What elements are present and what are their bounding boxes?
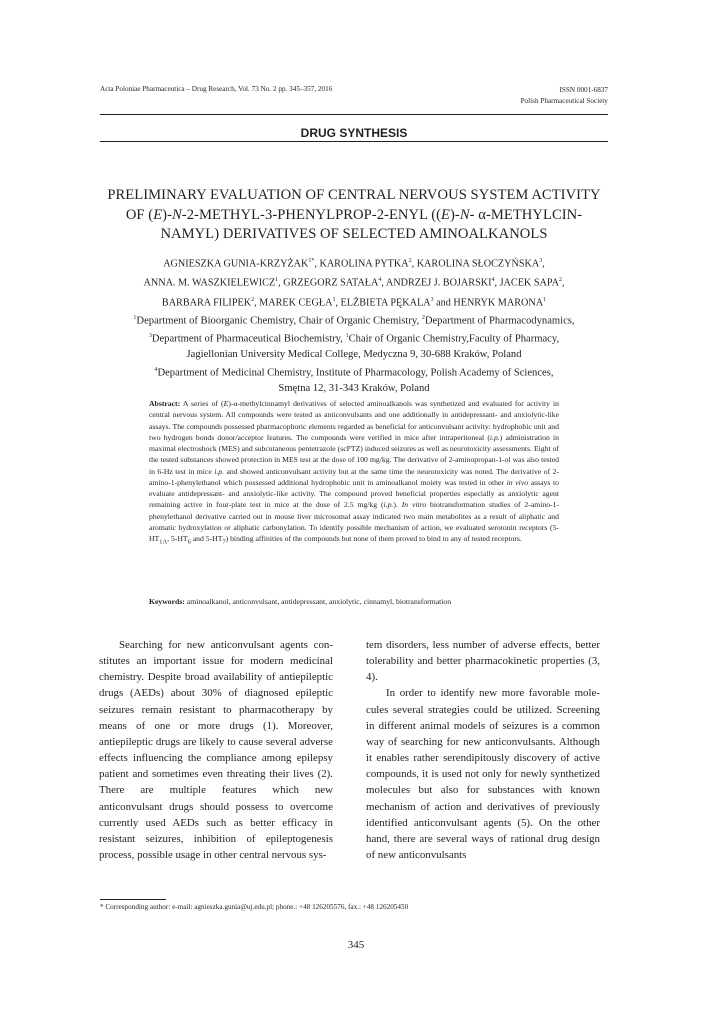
abstract-subscript: 1A [159,538,168,546]
affiliation-line [100,311,608,329]
abstract-italic: E [223,399,229,408]
affiliation-line: Smętna 12, 31-343 Kraków, Poland [278,382,430,394]
title-text: - α-METHYLCIN- [469,206,583,223]
title-italic: N [172,206,182,223]
abstract-italic: i.p. [214,466,225,476]
affiliation-text: Department of Bioorganic Chemistry, Chair of Organic Chemistry, [136,315,422,327]
abstract-text: ). [393,500,402,510]
author-affil-mark: 4 [491,277,495,284]
abstract-text: and 5-HT [190,534,223,543]
author-name: , JACEK SAPA [494,277,559,289]
author-name: , KAROLINA PYTKA [314,258,409,270]
section-rule [100,141,608,142]
abstract-text: assays to evaluate antidepressant- and anxiolytic-like activity. The compound proved beneficial properties especially as anxiolytic agent remaining active in four-plate test in mice at the dose of 2.5 mg/kg ( [149,477,559,510]
issn: ISSN 0001-6837 [559,86,608,94]
abstract-italic: i.p. [383,500,394,510]
author-name: ANNA. M. WASZKIELEWICZ [143,277,276,289]
abstract [149,398,559,548]
keywords-label: Keywords: [149,597,185,606]
title-text: -2-METHYL-3-PHENYLPROP-2-ENYL (( [181,206,442,223]
author-name: and HENRYK MARONA [433,297,544,309]
author-affil-mark: 2 [558,277,562,284]
affil-mark: 2 [421,315,425,321]
abstract-text: biotransformation studies of 2-amino-1-phenylethanol derivative carried out in mouse liver microsomal assay indicated two main metabolites as a result of aliphatic and aromatic hydroxylation or aliphatic carbonylation. To identify possible mechanism of action, we evaluated serotonin receptors (5-HT [149,500,560,543]
author-name: , KAROLINA SŁOCZYŃSKA [411,258,540,270]
abstract-text: ) administration in maximal electroshock (MES) and subcutaneous pentetrazole (scPTZ) induced seizures as well as neurotoxicity assessments. Eight of the tested substances showed protection in MES test at the dose of 100 mg/kg. The derivative of 2-aminopropan-1-ol was also tested in 6-Hz test in mice [149,432,559,476]
abstract-subscript: 6 [187,538,191,546]
article-title [100,186,608,245]
affil-mark: 4 [154,366,158,373]
footnote-rule [100,899,166,900]
abstract-text: ) binding affinities of the compounds but none of them proved to bind to any of tested receptors. [225,534,522,543]
abstract-text: A series of ( [180,399,224,408]
section-heading: DRUG SYNTHESIS [300,126,408,140]
abstract-text: , 5-HT [167,534,188,543]
affiliation-line: Jagiellonian University Medical College, Medyczna 9, 30-688 Kraków, Poland [186,349,522,361]
journal-issn-block [521,85,608,107]
society-name: Polish Pharmaceutical Society [520,97,608,105]
affiliation-line [100,329,608,347]
abstract-text: and showed anticonvulsant activity but at the same time the neurotoxicity was noted. The derivative of 2-amino-1-phenylethanol which possessed additional hydrophobic unit in aminoalkanol moiety was tested in other [149,466,559,487]
title-line: PRELIMINARY EVALUATION OF CENTRAL NERVOUS SYSTEM ACTIVITY [107,187,601,203]
affil-mark: 1 [345,333,349,340]
author-affil-mark: 1 [543,296,547,303]
author-affil-mark: 3 [430,296,434,303]
keywords-text: aminoalkanol, anticonvulsant, antidepressant, anxiolytic, cinnamyl, biotransformation [184,597,452,606]
abstract-italic: i.p. [489,432,500,442]
abstract-text: )-α-methylcinnamyl derivatives of selected aminoalkanols was synthetized and evaluated for activity in central nervous system. All compounds were tested as anticonvulsants and one additionally in antidepressant- and anxiolytic-like assays. The compounds possessed pharmacophoric elements regarded as beneficial for anticonvulsant activity: hydrophobic unit and two hydrogen bonds donor/acceptor features. The compounds were verified in mice after intraperitoneal ( [149,399,559,442]
corresponding-author-footnote: * Corresponding author: e-mail: agnieszka.gunia@uj.edu.pl; phone.: +48 126205576, fax.: +48 126205450 [100,903,409,911]
author-affil-mark: 2 [251,296,255,303]
affiliation-text: Chair of Organic Chemistry,Faculty of Pharmacy, [348,333,560,345]
title-italic: E [441,206,451,223]
affiliation-text: Department of Pharmaceutical Biochemistry, [151,333,346,345]
affiliations [100,311,608,397]
body-column-left [99,637,333,863]
title-line: NAMYL) DERIVATIVES OF SELECTED AMINOALKANOLS [160,226,548,242]
body-paragraph: In order to identify new more favorable molecules several strategies could be utilized. Screening in different animal models of seizures is a common way of searching for new anticonvulsants. Although it enables rather serendipitously discovery of active compounds, it is used not only for newly synthetized molecules but also for substances with known mechanism of action and derivatives of previously identified anticonvulsant agents (5). On the other hand, there are several ways of rational drug design of new anticonvulsants [366,687,600,862]
author-name: , ANDRZEJ J. BOJARSKI [381,277,492,289]
title-text: )- [162,206,172,223]
author-list [100,253,608,311]
body-paragraph: tem disorders, less number of adverse effects, better tolerability and better pharmacokinetic properties (3, 4). [366,639,600,684]
affiliation-line [100,363,608,381]
affiliation-text: Department of Pharmacodynamics, [424,315,575,327]
journal-citation: Acta Poloniae Pharmaceutica – Drug Research, Vol. 73 No. 2 pp. 345–357, 2016 [100,85,333,93]
author-affil-mark: 3 [539,258,543,264]
title-italic: E [153,206,163,223]
author-affil-mark: 1 [275,277,279,284]
page-number: 345 [347,939,365,951]
abstract-italic: In vitro [401,500,427,510]
title-text: OF ( [125,206,154,223]
affil-mark: 3 [148,333,152,340]
affil-mark: 1 [133,315,137,321]
title-line [100,206,608,226]
author-name: AGNIESZKA GUNIA-KRZYŻAK [163,258,309,270]
abstract-label: Abstract: [149,399,181,408]
abstract-italic: in vivo [506,477,529,487]
author-affil-mark: 1* [308,258,315,264]
author-affil-mark: 1 [332,296,336,303]
author-name: , GRZEGORZ SATAŁA [278,277,379,289]
author-line: AGNIESZKA GUNIA-$KRZYŻAK^{1*}$, KAROLINA PYTKA$^2$, KAROLINA SŁOCZYŃSKA$^3$, [163,258,545,270]
body-column-right [366,637,600,863]
abstract-subscript: 7 [222,538,226,546]
affiliation-text: Department of Medicinal Chemistry, Institute of Pharmacology, Polish Academy of Sciences, [157,367,554,379]
top-rule [100,114,608,115]
author-line: ANNA. M. WASZKIELEWICZ$^1$, GRZEGORZ SATAŁA$^4$, ANDRZEJ J. BOJARSKI$^4$, JACEK SAPA$^2$, [143,277,565,289]
author-affil-mark: 4 [378,277,382,284]
author-affil-mark: 2 [408,258,412,264]
keywords [149,597,559,606]
author-name: BARBARA FILIPEK [161,297,252,309]
body-paragraph: Searching for new anticonvulsant agents constitutes an important issue for modern medicinal chemistry. Despite broad availability of antiepileptic drugs (AEDs) about 30% of diagnosed epileptic seizures remain resistant to pharmacotherapy by means of one or more drugs (1). Moreover, antiepileptic drugs are likely to cause several adverse effects influencing the compliance among epilepsy patient and sometimes even threating their lives (2). There are multiple features which new anticonvulsant drugs should possess to overcome currently used AEDs such as better efficacy in resistant seizures, inhibition of epileptogenesis process, possible usage in other central nervous sys- [99,639,333,862]
author-name: , ELŻBIETA PĘKALA [335,297,431,309]
title-text: )- [450,206,460,223]
author-name: , MAREK CEGŁA [254,297,333,309]
title-italic: N [459,206,470,223]
author-line [100,292,608,311]
